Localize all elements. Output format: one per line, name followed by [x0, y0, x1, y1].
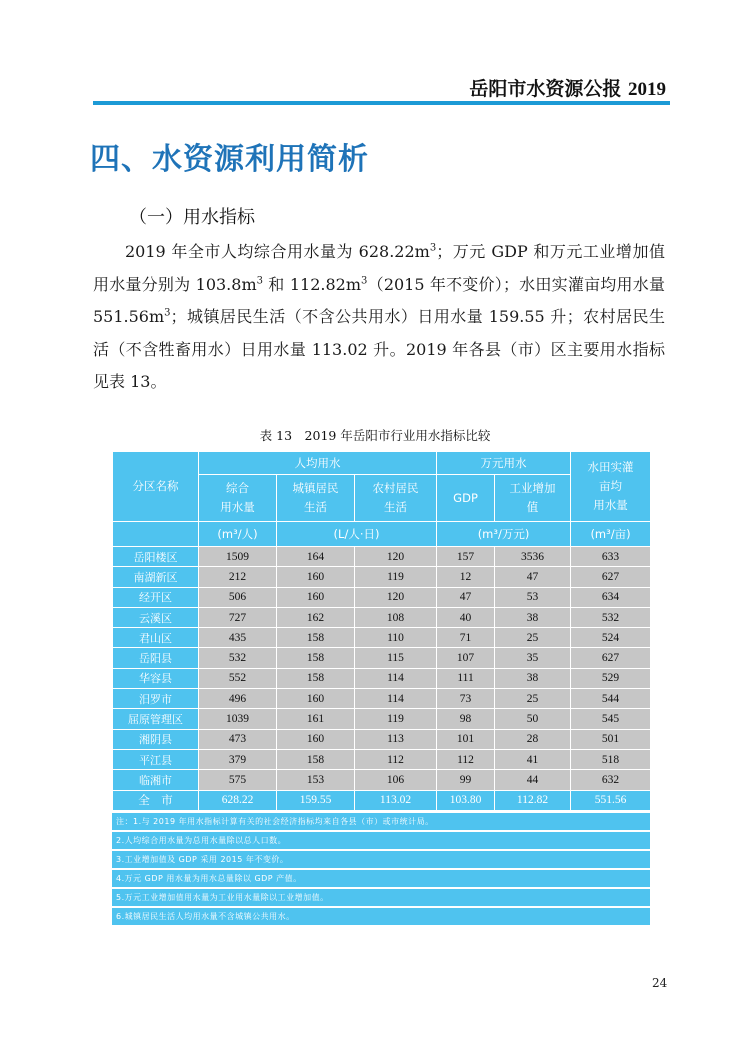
- header-urban-line2: 生活: [304, 500, 327, 514]
- cell-gdp: 98: [437, 709, 495, 729]
- header-paddy-line1: 水田实灌: [587, 460, 634, 474]
- cell-comprehensive: 1039: [199, 709, 277, 729]
- table-container: [112, 451, 650, 927]
- header-paddy: [571, 452, 651, 522]
- table-notes: [112, 813, 650, 926]
- cell-region: 君山区: [113, 628, 199, 648]
- cell-industry: 28: [495, 729, 571, 749]
- table-row: [113, 587, 651, 607]
- cell-gdp: 111: [437, 668, 495, 688]
- table-row: [113, 628, 651, 648]
- table-row: [113, 689, 651, 709]
- cell-urban: 158: [277, 628, 355, 648]
- superscript-3: 3: [164, 307, 171, 319]
- cell-urban: 160: [277, 587, 355, 607]
- report-year: 2019: [628, 79, 666, 100]
- cell-urban: 164: [277, 547, 355, 567]
- table-row: [113, 749, 651, 769]
- cell-rural: 113: [355, 729, 437, 749]
- table-row: [113, 607, 651, 627]
- note-item: 5.万元工业增加值用水量为工业用水量除以工业增加值。: [112, 889, 650, 907]
- total-paddy: 551.56: [571, 790, 651, 810]
- cell-region: 经开区: [113, 587, 199, 607]
- cell-urban: 158: [277, 749, 355, 769]
- note-item: 2.人均综合用水量为总用水量除以总人口数。: [112, 832, 650, 850]
- cell-urban: 153: [277, 770, 355, 790]
- cell-urban: 158: [277, 668, 355, 688]
- unit-10k: (m³/万元): [437, 522, 571, 547]
- cell-paddy: 627: [571, 648, 651, 668]
- header-group-10k: 万元用水: [437, 452, 571, 475]
- cell-urban: 162: [277, 607, 355, 627]
- cell-industry: 47: [495, 567, 571, 587]
- cell-comprehensive: 727: [199, 607, 277, 627]
- cell-paddy: 518: [571, 749, 651, 769]
- header-group-per-capita: 人均用水: [199, 452, 437, 475]
- header-rural-line1: 农村居民: [372, 481, 419, 495]
- table-row: [113, 729, 651, 749]
- cell-gdp: 107: [437, 648, 495, 668]
- cell-rural: 110: [355, 628, 437, 648]
- cell-gdp: 12: [437, 567, 495, 587]
- cell-industry: 35: [495, 648, 571, 668]
- cell-rural: 120: [355, 587, 437, 607]
- para-part-4: （2015 年不变价）；水田实灌亩均用水量 551.56m: [93, 274, 665, 326]
- unit-blank: [113, 522, 199, 547]
- header-paddy-line2: 亩均: [599, 479, 623, 493]
- cell-gdp: 112: [437, 749, 495, 769]
- section-title: （一）用水指标: [129, 207, 255, 228]
- cell-gdp: 71: [437, 628, 495, 648]
- table-total-row: [113, 790, 651, 810]
- table-row: [113, 567, 651, 587]
- cell-rural: 114: [355, 668, 437, 688]
- table-row: [113, 770, 651, 790]
- cell-industry: 3536: [495, 547, 571, 567]
- unit-daily: (L/人·日): [277, 522, 437, 547]
- cell-gdp: 101: [437, 729, 495, 749]
- cell-region: 汨罗市: [113, 689, 199, 709]
- cell-comprehensive: 212: [199, 567, 277, 587]
- header-rural-line2: 生活: [384, 500, 408, 514]
- header-industry: [495, 475, 571, 522]
- cell-rural: 108: [355, 607, 437, 627]
- cell-paddy: 524: [571, 628, 651, 648]
- cell-comprehensive: 575: [199, 770, 277, 790]
- cell-region: 湘阴县: [113, 729, 199, 749]
- cell-paddy: 545: [571, 709, 651, 729]
- cell-paddy: 501: [571, 729, 651, 749]
- cell-rural: 106: [355, 770, 437, 790]
- chapter-title: 四、水资源利用简析: [90, 142, 369, 177]
- cell-comprehensive: 1509: [199, 547, 277, 567]
- cell-gdp: 99: [437, 770, 495, 790]
- cell-paddy: 634: [571, 587, 651, 607]
- cell-industry: 38: [495, 607, 571, 627]
- note-item: 3.工业增加值及 GDP 采用 2015 年不变价。: [112, 851, 650, 869]
- cell-rural: 119: [355, 709, 437, 729]
- header-comprehensive: [199, 475, 277, 522]
- cell-paddy: 633: [571, 547, 651, 567]
- cell-region: 岳阳楼区: [113, 547, 199, 567]
- cell-urban: 160: [277, 729, 355, 749]
- cell-comprehensive: 552: [199, 668, 277, 688]
- para-part-3: 和 112.82m: [263, 274, 361, 294]
- para-part-2: ；万元 GDP 和万元工业增加值用水量分别为 103.8m: [93, 242, 665, 294]
- superscript-3: 3: [256, 275, 263, 287]
- cell-industry: 25: [495, 689, 571, 709]
- cell-urban: 158: [277, 648, 355, 668]
- cell-region: 云溪区: [113, 607, 199, 627]
- cell-region: 屈原管理区: [113, 709, 199, 729]
- cell-comprehensive: 473: [199, 729, 277, 749]
- total-gdp: 103.80: [437, 790, 495, 810]
- cell-gdp: 157: [437, 547, 495, 567]
- total-rural: 113.02: [355, 790, 437, 810]
- cell-gdp: 73: [437, 689, 495, 709]
- cell-industry: 50: [495, 709, 571, 729]
- para-part-5: ；城镇居民生活（不含公共用水）日用水量 159.55 升；农村居民生活（不含牲畜用水）日用水量 113.02 升。2019 年各县（市）区主要用水指标见表 13。: [93, 307, 665, 391]
- cell-region: 华容县: [113, 668, 199, 688]
- cell-urban: 160: [277, 689, 355, 709]
- unit-comprehensive: (m³/人): [199, 522, 277, 547]
- cell-comprehensive: 506: [199, 587, 277, 607]
- total-label: 全 市: [113, 790, 199, 810]
- cell-industry: 38: [495, 668, 571, 688]
- cell-paddy: 627: [571, 567, 651, 587]
- note-item: 4.万元 GDP 用水量为用水总量除以 GDP 产值。: [112, 870, 650, 888]
- table-row: [113, 668, 651, 688]
- header-ind-line1: 工业增加: [509, 481, 556, 495]
- table-row: [113, 648, 651, 668]
- cell-comprehensive: 496: [199, 689, 277, 709]
- header-comp-line2: 用水量: [220, 500, 255, 514]
- header-rule: [93, 101, 670, 105]
- header-ind-line2: 值: [526, 500, 539, 514]
- cell-comprehensive: 379: [199, 749, 277, 769]
- cell-gdp: 47: [437, 587, 495, 607]
- cell-region: 岳阳县: [113, 648, 199, 668]
- total-comprehensive: 628.22: [199, 790, 277, 810]
- header-urban-line1: 城镇居民: [292, 481, 339, 495]
- total-industry: 112.82: [495, 790, 571, 810]
- body-paragraph: [93, 236, 665, 399]
- water-indicator-table: [112, 451, 651, 811]
- cell-rural: 120: [355, 547, 437, 567]
- cell-rural: 119: [355, 567, 437, 587]
- cell-region: 平江县: [113, 749, 199, 769]
- unit-mu: (m³/亩): [571, 522, 651, 547]
- total-urban: 159.55: [277, 790, 355, 810]
- cell-urban: 160: [277, 567, 355, 587]
- page-number: 24: [652, 976, 668, 990]
- header-paddy-line3: 用水量: [593, 498, 628, 512]
- header-comp-line1: 综合: [226, 481, 249, 495]
- note-item: 注：1.与 2019 年用水指标计算有关的社会经济指标均来自各县（市）或市统计局。: [112, 813, 650, 831]
- table-row: [113, 547, 651, 567]
- header-region: 分区名称: [113, 452, 199, 522]
- header-gdp: GDP: [437, 475, 495, 522]
- note-item: 6.城镇居民生活人均用水量不含城镇公共用水。: [112, 908, 650, 926]
- table-caption: 表 13 2019 年岳阳市行业用水指标比较: [259, 428, 491, 443]
- cell-comprehensive: 435: [199, 628, 277, 648]
- cell-industry: 41: [495, 749, 571, 769]
- para-part-1: 2019 年全市人均综合用水量为 628.22m: [125, 242, 430, 261]
- cell-gdp: 40: [437, 607, 495, 627]
- cell-industry: 53: [495, 587, 571, 607]
- header-rural: [355, 475, 437, 522]
- cell-paddy: 532: [571, 607, 651, 627]
- cell-region: 临湘市: [113, 770, 199, 790]
- cell-rural: 112: [355, 749, 437, 769]
- cell-rural: 114: [355, 689, 437, 709]
- superscript-3: 3: [429, 242, 437, 254]
- table-row: [113, 709, 651, 729]
- report-title: 岳阳市水资源公报: [469, 78, 622, 100]
- superscript-3: 3: [361, 275, 368, 287]
- cell-paddy: 544: [571, 689, 651, 709]
- cell-industry: 44: [495, 770, 571, 790]
- cell-comprehensive: 532: [199, 648, 277, 668]
- header-urban: [277, 475, 355, 522]
- cell-paddy: 632: [571, 770, 651, 790]
- cell-region: 南湖新区: [113, 567, 199, 587]
- cell-paddy: 529: [571, 668, 651, 688]
- cell-urban: 161: [277, 709, 355, 729]
- cell-industry: 25: [495, 628, 571, 648]
- cell-rural: 115: [355, 648, 437, 668]
- running-header: [0, 74, 666, 101]
